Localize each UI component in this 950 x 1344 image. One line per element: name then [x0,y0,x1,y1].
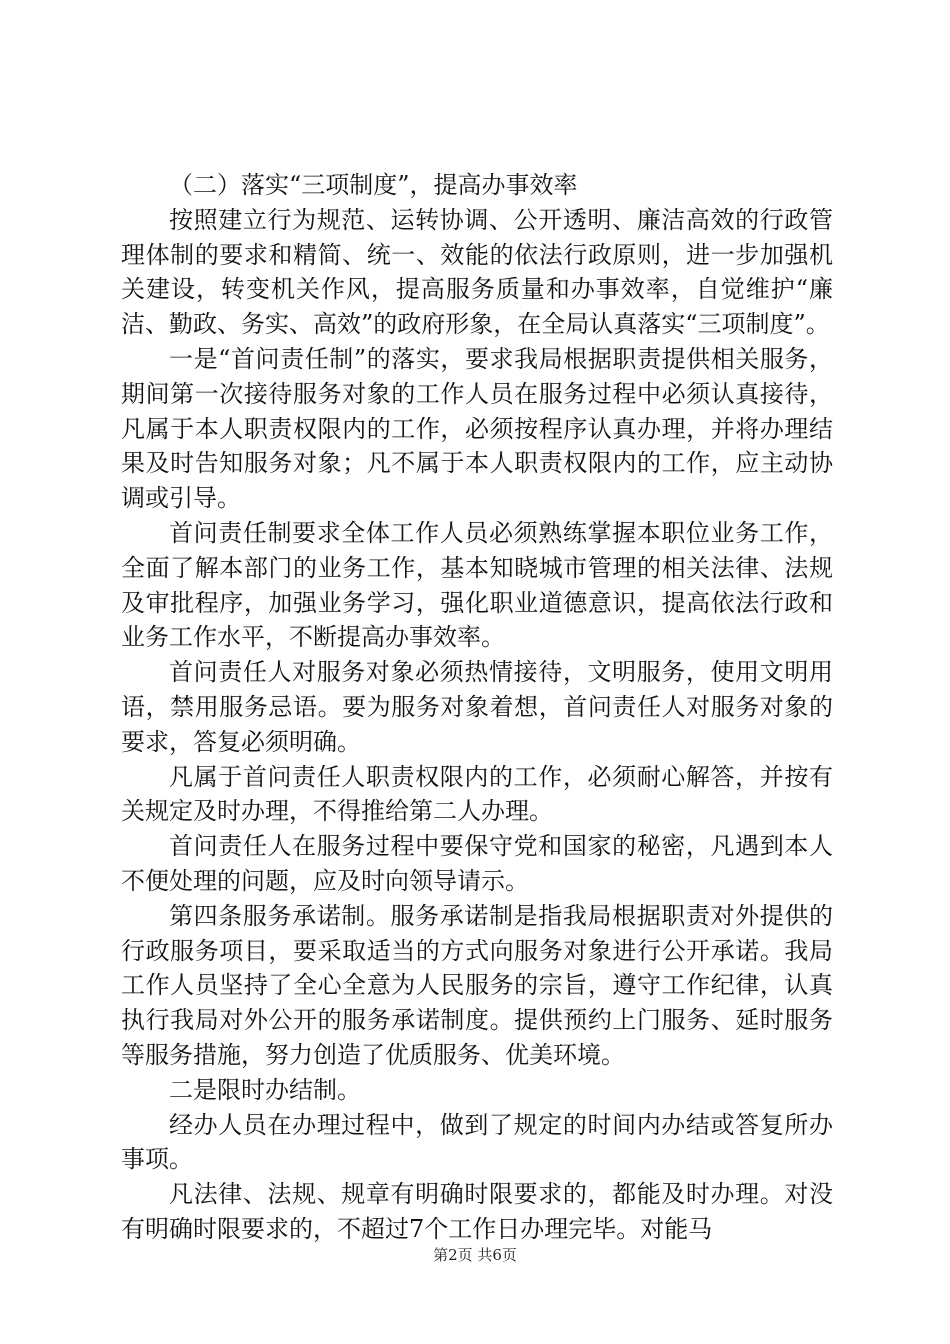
paragraph: 一是“首问责任制”的落实，要求我局根据职责提供相关服务，期间第一次接待服务对象的工作人员在服务过程中必须认真接待，凡属于本人职责权限内的工作，必须按程序认真办理，并将办理结果及时告知服务对象；凡不属于本人职责权限内的工作，应主动协调或引导。 [121,344,833,513]
paragraph: 首问责任人对服务对象必须热情接待，文明服务，使用文明用语，禁用服务忌语。要为服务对象着想，首问责任人对服务对象的要求，答复必须明确。 [121,658,833,756]
section-heading: （二）落实“三项制度”，提高办事效率 [169,171,578,199]
paragraph: 凡属于首问责任人职责权限内的工作，必须耐心解答，并按有关规定及时办理，不得推给第二人办理。 [121,762,833,826]
paragraph: 经办人员在办理过程中，做到了规定的时间内办结或答复所办事项。 [121,1110,833,1174]
paragraph: 首问责任人在服务过程中要保守党和国家的秘密，凡遇到本人不便处理的问题，应及时向领导请示。 [121,832,833,895]
paragraph: 第四条服务承诺制。服务承诺制是指我局根据职责对外提供的行政服务项目，要采取适当的方式向服务对象进行公开承诺。我局工作人员坚持了全心全意为人民服务的宗旨，遵守工作纪律，认真执行我局对外公开的服务承诺制度。提供预约上门服务、延时服务等服务措施，努力创造了优质服务、优美环境。 [121,901,833,1069]
document-body [121,168,833,1247]
paragraph: 按照建立行为规范、运转协调、公开透明、廉洁高效的行政管理体制的要求和精简、统一、效能的依法行政原则，进一步加强机关建设，转变机关作风，提高服务质量和办事效率，自觉维护“廉洁、勤政、务实、高效”的政府形象，在全局认真落实“三项制度”。 [121,205,833,339]
paragraph: 凡法律、法规、规章有明确时限要求的，都能及时办理。对没有明确时限要求的，不超过7个工作日办理完毕。对能马 [121,1180,833,1243]
page-footer: 第2页 共6页 [433,1246,517,1264]
paragraph: 二是限时办结制。 [169,1075,361,1104]
paragraph: 首问责任制要求全体工作人员必须熟练掌握本职位业务工作，全面了解本部门的业务工作，基本知晓城市管理的相关法律、法规及审批程序，加强业务学习，强化职业道德意识，提高依法行政和业务工作水平，不断提高办事效率。 [121,518,833,652]
